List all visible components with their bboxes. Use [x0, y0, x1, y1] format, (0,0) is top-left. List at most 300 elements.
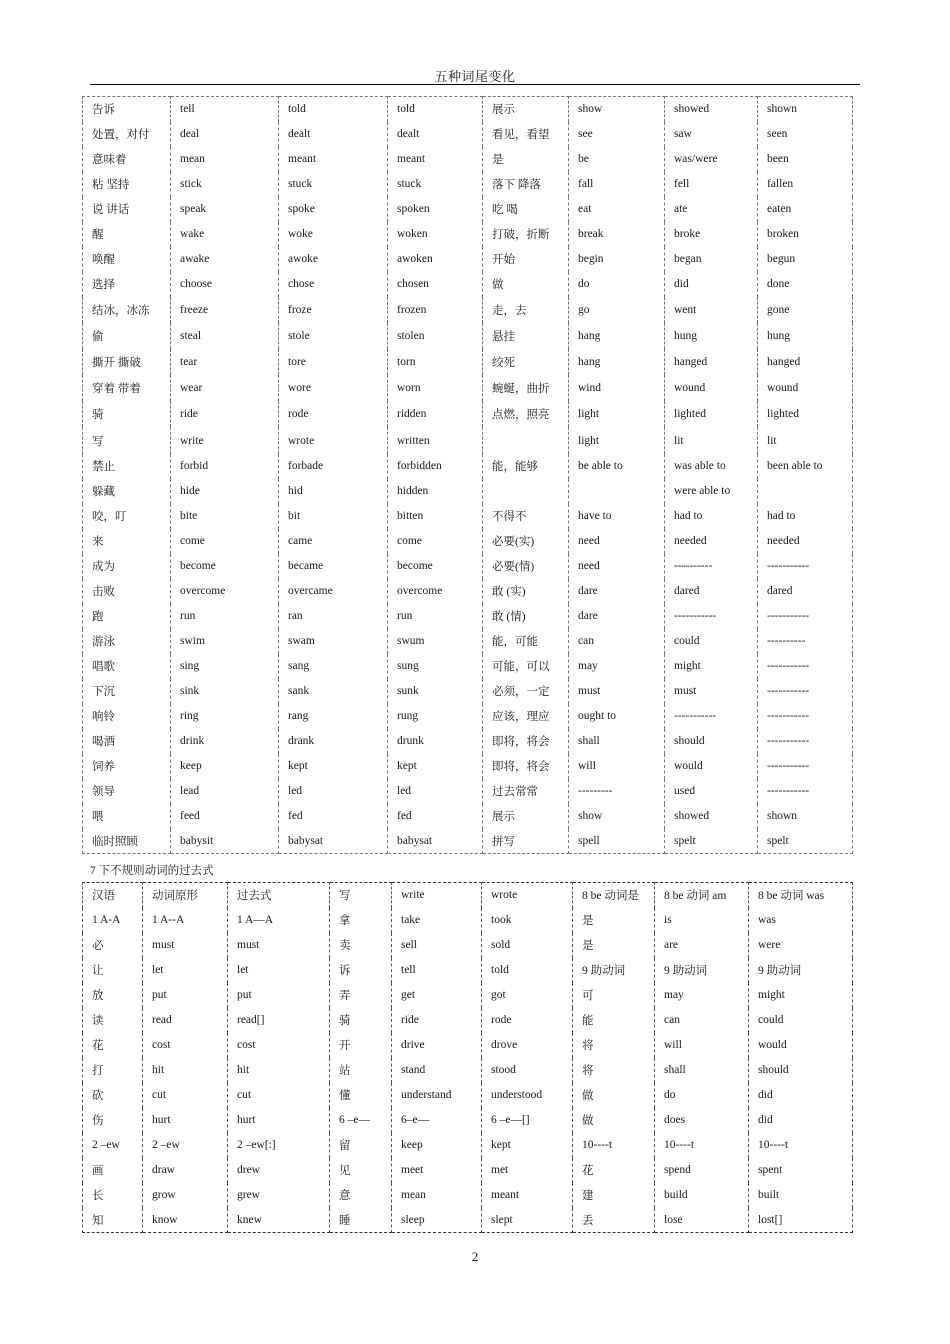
table-row — [83, 197, 853, 222]
table-cell: 6 –e—[] — [482, 1108, 573, 1133]
table-cell: 成为 — [83, 554, 171, 579]
table-row — [83, 1033, 853, 1058]
table-cell: spelt — [665, 829, 758, 854]
table-cell: --------- — [569, 779, 665, 804]
table-cell: need — [569, 529, 665, 554]
table-cell: were able to — [665, 479, 758, 504]
table-cell: ought to — [569, 704, 665, 729]
table-row — [83, 222, 853, 247]
table-cell: 是 — [573, 933, 655, 958]
table-cell: show — [569, 97, 665, 122]
table-cell: 弄 — [330, 983, 392, 1008]
table-cell: hanged — [665, 349, 758, 375]
table-row — [83, 804, 853, 829]
table-cell: 写 — [83, 427, 171, 453]
table-cell: kept — [279, 754, 388, 779]
table-cell: freeze — [171, 297, 279, 323]
table-cell: write — [171, 427, 279, 453]
table-cell: sell — [392, 933, 482, 958]
table-cell: 8 be 动词 am — [655, 883, 749, 908]
table-cell: 骑 — [83, 401, 171, 427]
table-cell: grow — [143, 1183, 228, 1208]
table-row — [83, 629, 853, 654]
table-cell: spend — [655, 1158, 749, 1183]
table-cell: fall — [569, 172, 665, 197]
table-cell: dare — [569, 604, 665, 629]
table-1-body — [83, 97, 853, 854]
table-cell: torn — [388, 349, 483, 375]
page-header-title: 五种词尾变化 — [434, 70, 516, 85]
table-cell: fell — [665, 172, 758, 197]
table-cell: awoke — [279, 247, 388, 272]
table-cell: met — [482, 1158, 573, 1183]
table-cell: wore — [279, 375, 388, 401]
table-cell: hanged — [758, 349, 853, 375]
table-cell: sung — [388, 654, 483, 679]
table-cell: 选择 — [83, 272, 171, 297]
table-cell: should — [749, 1058, 853, 1083]
table-cell: did — [665, 272, 758, 297]
table-cell: 唱歌 — [83, 654, 171, 679]
table-row — [83, 704, 853, 729]
table-cell: stuck — [279, 172, 388, 197]
table-cell: needed — [758, 529, 853, 554]
table-row — [83, 1158, 853, 1183]
table-cell: ----------- — [758, 554, 853, 579]
table-2-body — [83, 883, 853, 1233]
table-cell: 临时照顾 — [83, 829, 171, 854]
table-cell: 说 讲话 — [83, 197, 171, 222]
table-cell: seen — [758, 122, 853, 147]
table-cell: 9 助动词 — [573, 958, 655, 983]
table-cell: woke — [279, 222, 388, 247]
table-cell: 是 — [483, 147, 569, 172]
table-cell: meet — [392, 1158, 482, 1183]
table-cell: 必要(情) — [483, 554, 569, 579]
table-cell: stand — [392, 1058, 482, 1083]
table-row — [83, 1208, 853, 1233]
table-row — [83, 933, 853, 958]
table-cell: 响铃 — [83, 704, 171, 729]
table-row — [83, 829, 853, 854]
table-row — [83, 504, 853, 529]
table-cell: 绞死 — [483, 349, 569, 375]
table-cell: 8 be 动词 was — [749, 883, 853, 908]
table-cell: keep — [392, 1133, 482, 1158]
table-cell: 能，能够 — [483, 454, 569, 479]
table-cell: 开 — [330, 1033, 392, 1058]
table-cell: told — [482, 958, 573, 983]
table-cell: 将 — [573, 1058, 655, 1083]
table-cell: been able to — [758, 454, 853, 479]
table-cell: 过去式 — [228, 883, 330, 908]
table-cell: ridden — [388, 401, 483, 427]
table-cell: 6 –e— — [330, 1108, 392, 1133]
table-cell: hit — [143, 1058, 228, 1083]
table-cell: woken — [388, 222, 483, 247]
table-cell: sold — [482, 933, 573, 958]
table-cell: deal — [171, 122, 279, 147]
table-cell: 点燃，照亮 — [483, 401, 569, 427]
table-cell: see — [569, 122, 665, 147]
table-cell: dealt — [388, 122, 483, 147]
table-cell: 撕开 撕破 — [83, 349, 171, 375]
table-cell: speak — [171, 197, 279, 222]
table-cell: be — [569, 147, 665, 172]
table-cell: put — [143, 983, 228, 1008]
table-cell: ate — [665, 197, 758, 222]
table-cell: broke — [665, 222, 758, 247]
table-cell: chose — [279, 272, 388, 297]
table-cell: 不得不 — [483, 504, 569, 529]
table-row — [83, 147, 853, 172]
table-cell: meant — [279, 147, 388, 172]
table-cell: were — [749, 933, 853, 958]
table-cell: spell — [569, 829, 665, 854]
table-cell: had to — [665, 504, 758, 529]
table-cell: frozen — [388, 297, 483, 323]
table-cell: 必须，一定 — [483, 679, 569, 704]
table-cell: 见 — [330, 1158, 392, 1183]
table-cell: do — [569, 272, 665, 297]
table-cell: 偷 — [83, 323, 171, 349]
table-cell: 打 — [83, 1058, 143, 1083]
irregular-verbs-table-1 — [82, 96, 853, 854]
table-cell: feed — [171, 804, 279, 829]
table-cell — [758, 479, 853, 504]
table-cell: babysat — [388, 829, 483, 854]
header-rule — [90, 84, 860, 85]
table-cell: sleep — [392, 1208, 482, 1233]
table-cell: sing — [171, 654, 279, 679]
table-cell: 8 be 动词是 — [573, 883, 655, 908]
table-cell: 必要(实) — [483, 529, 569, 554]
table-cell: lighted — [758, 401, 853, 427]
table-row — [83, 172, 853, 197]
table-row — [83, 579, 853, 604]
table-row — [83, 908, 853, 933]
table-cell: 1 A--A — [143, 908, 228, 933]
table-cell: 吃 喝 — [483, 197, 569, 222]
table-cell: 拿 — [330, 908, 392, 933]
table-cell: done — [758, 272, 853, 297]
table-cell: 砍 — [83, 1083, 143, 1108]
table-row — [83, 529, 853, 554]
table-cell: 可能，可以 — [483, 654, 569, 679]
table-cell: fallen — [758, 172, 853, 197]
table-cell: put — [228, 983, 330, 1008]
table-row — [83, 958, 853, 983]
table-cell: rode — [482, 1008, 573, 1033]
table-cell: ----------- — [758, 754, 853, 779]
table-row — [83, 479, 853, 504]
table-cell: 伤 — [83, 1108, 143, 1133]
table-row — [83, 754, 853, 779]
table-cell: broken — [758, 222, 853, 247]
table-cell: 诉 — [330, 958, 392, 983]
table-cell: dared — [758, 579, 853, 604]
table-cell: 可 — [573, 983, 655, 1008]
table-cell: might — [749, 983, 853, 1008]
table-row — [83, 349, 853, 375]
table-cell: slept — [482, 1208, 573, 1233]
table-cell: ----------- — [758, 779, 853, 804]
table-cell: 喝酒 — [83, 729, 171, 754]
table-cell: 意味着 — [83, 147, 171, 172]
table-cell: needed — [665, 529, 758, 554]
table-cell: spent — [749, 1158, 853, 1183]
table-cell: ----------- — [758, 729, 853, 754]
table-cell: 读 — [83, 1008, 143, 1033]
table-cell: swum — [388, 629, 483, 654]
table-cell: 走，去 — [483, 297, 569, 323]
table-cell: hidden — [388, 479, 483, 504]
table-cell: ----------- — [758, 604, 853, 629]
table-cell: 懂 — [330, 1083, 392, 1108]
table-cell: 放 — [83, 983, 143, 1008]
table-cell: bitten — [388, 504, 483, 529]
table-cell: may — [655, 983, 749, 1008]
table-row — [83, 247, 853, 272]
table-cell: drunk — [388, 729, 483, 754]
table-row — [83, 427, 853, 453]
table-cell: ----------- — [758, 654, 853, 679]
table-cell: could — [749, 1008, 853, 1033]
table-cell: 击败 — [83, 579, 171, 604]
table-cell: awake — [171, 247, 279, 272]
table-cell: 丢 — [573, 1208, 655, 1233]
table-cell: 必 — [83, 933, 143, 958]
table-cell: chosen — [388, 272, 483, 297]
table-cell: 咬，叮 — [83, 504, 171, 529]
table-cell: understand — [392, 1083, 482, 1108]
table-cell: could — [665, 629, 758, 654]
table-cell: spoken — [388, 197, 483, 222]
table-row — [83, 729, 853, 754]
table-cell: sink — [171, 679, 279, 704]
table-cell: cost — [228, 1033, 330, 1058]
table-cell: steal — [171, 323, 279, 349]
table-cell: 落下 降落 — [483, 172, 569, 197]
table-row — [83, 1108, 853, 1133]
table-cell: keep — [171, 754, 279, 779]
table-cell: wrote — [279, 427, 388, 453]
table-cell: 2 –ew[:] — [228, 1133, 330, 1158]
table-cell: become — [171, 554, 279, 579]
table-cell: 开始 — [483, 247, 569, 272]
table-cell: froze — [279, 297, 388, 323]
table-cell: told — [279, 97, 388, 122]
table-cell: 1 A—A — [228, 908, 330, 933]
table-cell: break — [569, 222, 665, 247]
table-cell: 躲藏 — [83, 479, 171, 504]
table-cell: forbidden — [388, 454, 483, 479]
table-cell: wound — [758, 375, 853, 401]
table-cell: build — [655, 1183, 749, 1208]
table-row — [83, 779, 853, 804]
table-cell: ride — [171, 401, 279, 427]
table-cell: swam — [279, 629, 388, 654]
table-cell: 写 — [330, 883, 392, 908]
table-cell: 过去常常 — [483, 779, 569, 804]
table-cell: did — [749, 1083, 853, 1108]
table-cell: was/were — [665, 147, 758, 172]
section-caption: 7 下不规则动词的过去式 — [90, 865, 214, 877]
table-cell: need — [569, 554, 665, 579]
table-cell: hang — [569, 323, 665, 349]
table-cell: cut — [228, 1083, 330, 1108]
table-cell: led — [388, 779, 483, 804]
table-cell: 看见，看望 — [483, 122, 569, 147]
table-cell: babysat — [279, 829, 388, 854]
table-cell: gone — [758, 297, 853, 323]
table-cell: told — [388, 97, 483, 122]
table-cell: ----------- — [665, 604, 758, 629]
table-cell: ----------- — [665, 704, 758, 729]
table-row — [83, 1133, 853, 1158]
table-row — [83, 122, 853, 147]
table-cell: fed — [388, 804, 483, 829]
table-cell: become — [388, 554, 483, 579]
table-cell: 留 — [330, 1133, 392, 1158]
table-cell: showed — [665, 804, 758, 829]
table-cell: lose — [655, 1208, 749, 1233]
table-cell: hang — [569, 349, 665, 375]
table-cell: will — [569, 754, 665, 779]
table-cell: was able to — [665, 454, 758, 479]
table-row — [83, 604, 853, 629]
table-cell: hid — [279, 479, 388, 504]
table-row — [83, 654, 853, 679]
table-cell: 做 — [573, 1083, 655, 1108]
table-cell: 是 — [573, 908, 655, 933]
table-cell: 花 — [573, 1158, 655, 1183]
table-cell: 6–e— — [392, 1108, 482, 1133]
table-cell: 展示 — [483, 804, 569, 829]
table-cell: run — [171, 604, 279, 629]
table-cell: read — [143, 1008, 228, 1033]
table-cell: came — [279, 529, 388, 554]
table-cell: 1 A-A — [83, 908, 143, 933]
table-cell: 意 — [330, 1183, 392, 1208]
table-cell: written — [388, 427, 483, 453]
table-cell: 10----t — [749, 1133, 853, 1158]
table-cell: 做 — [573, 1108, 655, 1133]
table-cell: kept — [482, 1133, 573, 1158]
table-row — [83, 883, 853, 908]
table-cell: eat — [569, 197, 665, 222]
table-cell: sank — [279, 679, 388, 704]
table-cell: hung — [758, 323, 853, 349]
table-cell: light — [569, 401, 665, 427]
table-cell: begun — [758, 247, 853, 272]
table-cell: rode — [279, 401, 388, 427]
table-cell: babysit — [171, 829, 279, 854]
table-cell: 2 –ew — [143, 1133, 228, 1158]
table-cell: 9 助动词 — [749, 958, 853, 983]
table-cell: be able to — [569, 454, 665, 479]
table-cell: forbade — [279, 454, 388, 479]
table-cell: 粘 坚持 — [83, 172, 171, 197]
table-cell: forbid — [171, 454, 279, 479]
table-cell: became — [279, 554, 388, 579]
table-cell: stolen — [388, 323, 483, 349]
table-cell: stuck — [388, 172, 483, 197]
table-row — [83, 1083, 853, 1108]
table-cell: let — [228, 958, 330, 983]
table-cell: lit — [758, 427, 853, 453]
table-cell: 睡 — [330, 1208, 392, 1233]
table-cell: knew — [228, 1208, 330, 1233]
table-cell: 喂 — [83, 804, 171, 829]
table-cell: ran — [279, 604, 388, 629]
table-cell: 敢 (实) — [483, 579, 569, 604]
table-cell: drink — [171, 729, 279, 754]
table-cell: 即将，将会 — [483, 729, 569, 754]
table-cell: drew — [228, 1158, 330, 1183]
table-cell: shall — [655, 1058, 749, 1083]
irregular-verbs-table-2 — [82, 882, 853, 1233]
table-cell: dealt — [279, 122, 388, 147]
table-cell: dare — [569, 579, 665, 604]
table-cell: run — [388, 604, 483, 629]
table-cell: can — [569, 629, 665, 654]
table-cell: overcame — [279, 579, 388, 604]
table-cell: spoke — [279, 197, 388, 222]
table-row — [83, 97, 853, 122]
table-cell: 卖 — [330, 933, 392, 958]
table-row — [83, 454, 853, 479]
table-cell: shown — [758, 97, 853, 122]
table-cell: understood — [482, 1083, 573, 1108]
table-cell — [569, 479, 665, 504]
table-cell: must — [569, 679, 665, 704]
table-cell: 唤醒 — [83, 247, 171, 272]
table-cell: 悬挂 — [483, 323, 569, 349]
table-cell: 饲养 — [83, 754, 171, 779]
table-cell: took — [482, 908, 573, 933]
table-cell: 动词原形 — [143, 883, 228, 908]
table-cell: 骑 — [330, 1008, 392, 1033]
table-cell: overcome — [388, 579, 483, 604]
table-cell: wake — [171, 222, 279, 247]
table-cell: 禁止 — [83, 454, 171, 479]
table-cell: showed — [665, 97, 758, 122]
table-cell: used — [665, 779, 758, 804]
table-cell: cut — [143, 1083, 228, 1108]
table-row — [83, 297, 853, 323]
table-cell: meant — [388, 147, 483, 172]
table-cell: tear — [171, 349, 279, 375]
table-cell: mean — [171, 147, 279, 172]
table-cell: dared — [665, 579, 758, 604]
table-cell: went — [665, 297, 758, 323]
table-cell: stood — [482, 1058, 573, 1083]
table-cell: ride — [392, 1008, 482, 1033]
table-cell: hide — [171, 479, 279, 504]
table-cell: 展示 — [483, 97, 569, 122]
table-cell: 2 –ew — [83, 1133, 143, 1158]
table-cell: 结冰，冰冻 — [83, 297, 171, 323]
table-cell: got — [482, 983, 573, 1008]
table-cell: hurt — [143, 1108, 228, 1133]
table-cell: go — [569, 297, 665, 323]
table-cell: show — [569, 804, 665, 829]
table-cell: ----------- — [758, 679, 853, 704]
table-row — [83, 1058, 853, 1083]
table-cell: 游泳 — [83, 629, 171, 654]
table-cell: may — [569, 654, 665, 679]
